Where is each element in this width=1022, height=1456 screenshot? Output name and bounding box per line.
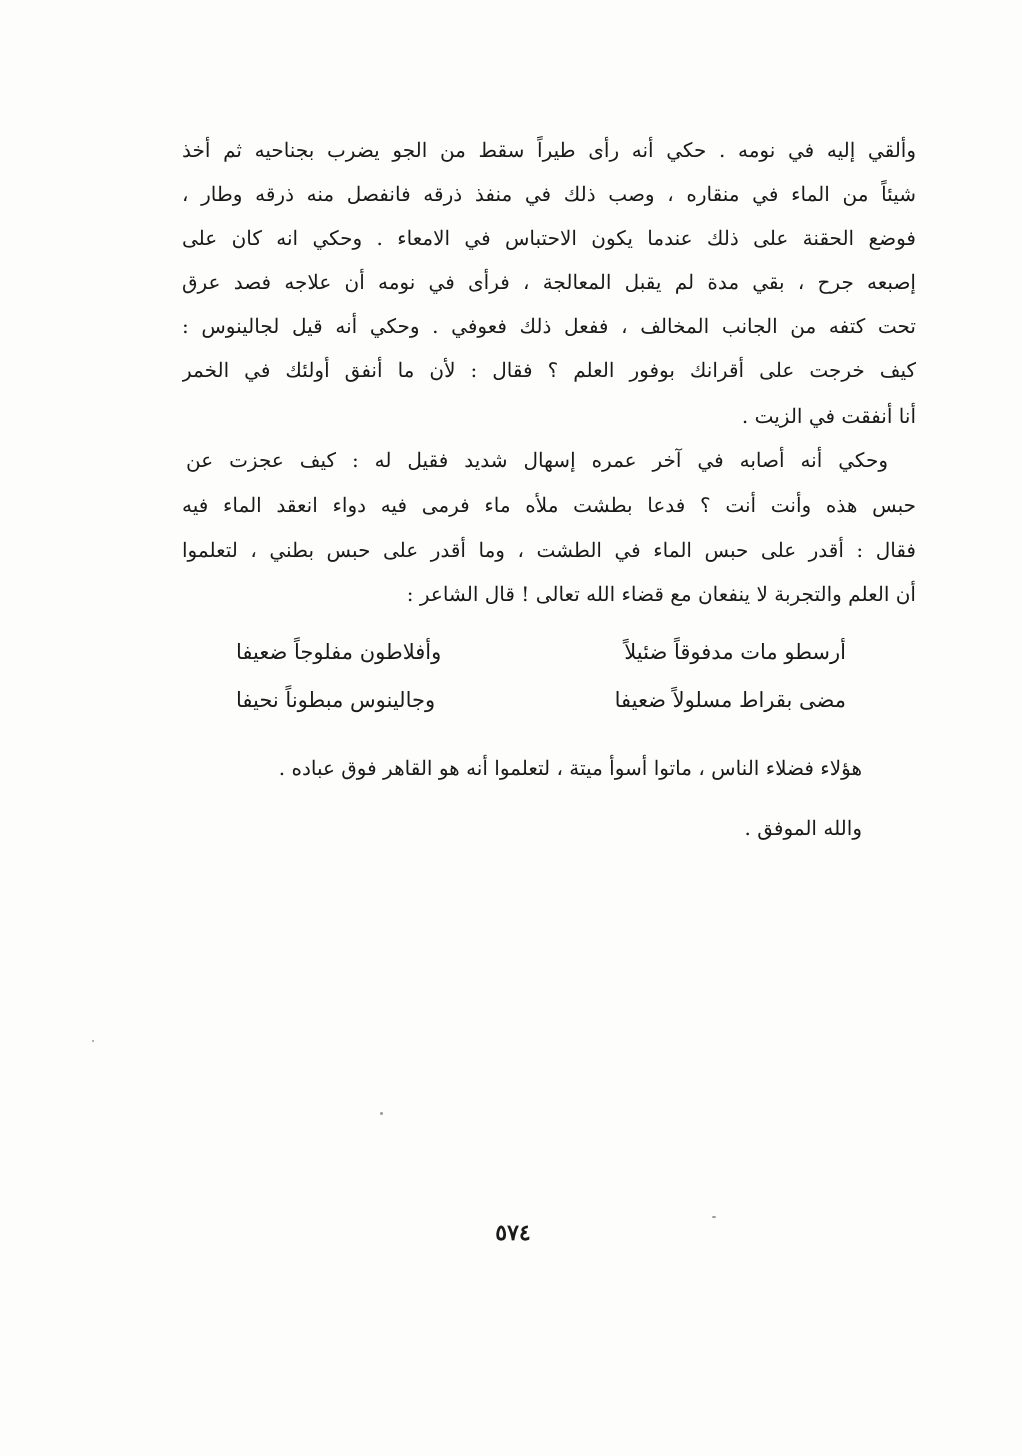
verse-1-first-hemistich: أرسطو مات مدفوقاً ضئيلاً bbox=[624, 640, 846, 664]
verse-1 bbox=[236, 632, 846, 672]
page-number: ٥٧٤ bbox=[495, 1220, 531, 1246]
paragraph-1-line-7: أنا أنفقت في الزيت . bbox=[741, 404, 916, 428]
verse-2 bbox=[236, 680, 846, 720]
paragraph-1-line-5: تحت كتفه من الجانب المخالف ، ففعل ذلك فعوفي . وحكي أنه قيل لجالينوس : bbox=[182, 314, 916, 338]
paragraph-1-line-4: إصبعه جرح ، بقي مدة لم يقبل المعالجة ، فرأى في نومه أن علاجه فصد عرق bbox=[182, 270, 916, 294]
scan-speck bbox=[380, 1112, 383, 1115]
paragraph-2-line-2: حبس هذه وأنت أنت ؟ فدعا بطشت ملأه ماء فرمى فيه دواء انعقد الماء فيه bbox=[182, 493, 916, 517]
paragraph-1-line-2: شيئاً من الماء في منقاره ، وصب ذلك في منفذ ذرقه فانفصل منه ذرقه وطار ، bbox=[182, 182, 916, 206]
scan-speck bbox=[712, 1216, 716, 1218]
paragraph-1-line-1: وألقي إليه في نومه . حكي أنه رأى طيراً سقط من الجو يضرب بجناحيه ثم أخذ bbox=[182, 138, 916, 162]
paragraph-2-line-4: أن العلم والتجربة لا ينفعان مع قضاء الله تعالى ! قال الشاعر : bbox=[406, 582, 916, 606]
paragraph-1-line-6: كيف خرجت على أقرانك بوفور العلم ؟ فقال : لأن ما أنفق أولئك في الخمر bbox=[182, 358, 916, 382]
paragraph-2-line-3: فقال : أقدر على حبس الماء في الطشت ، وما أقدر على حبس بطني ، لتعلموا bbox=[182, 538, 916, 562]
closing-line-2: والله الموفق . bbox=[744, 816, 862, 840]
verse-1-second-hemistich: وأفلاطون مفلوجاً ضعيفا bbox=[236, 640, 442, 664]
paragraph-2-line-1: وحكي أنه أصابه في آخر عمره إسهال شديد فقيل له : كيف عجزت عن bbox=[186, 448, 888, 472]
closing-line-1: هؤلاء فضلاء الناس ، ماتوا أسوأ ميتة ، لتعلموا أنه هو القاهر فوق عباده . bbox=[278, 756, 862, 780]
verse-2-second-hemistich: وجالينوس مبطوناً نحيفا bbox=[236, 688, 436, 712]
scan-speck bbox=[92, 1040, 94, 1042]
paragraph-1-line-3: فوضع الحقنة على ذلك عندما يكون الاحتباس في الامعاء . وحكي انه كان على bbox=[182, 226, 916, 250]
verse-2-first-hemistich: مضى بقراط مسلولاً ضعيفا bbox=[614, 688, 846, 712]
